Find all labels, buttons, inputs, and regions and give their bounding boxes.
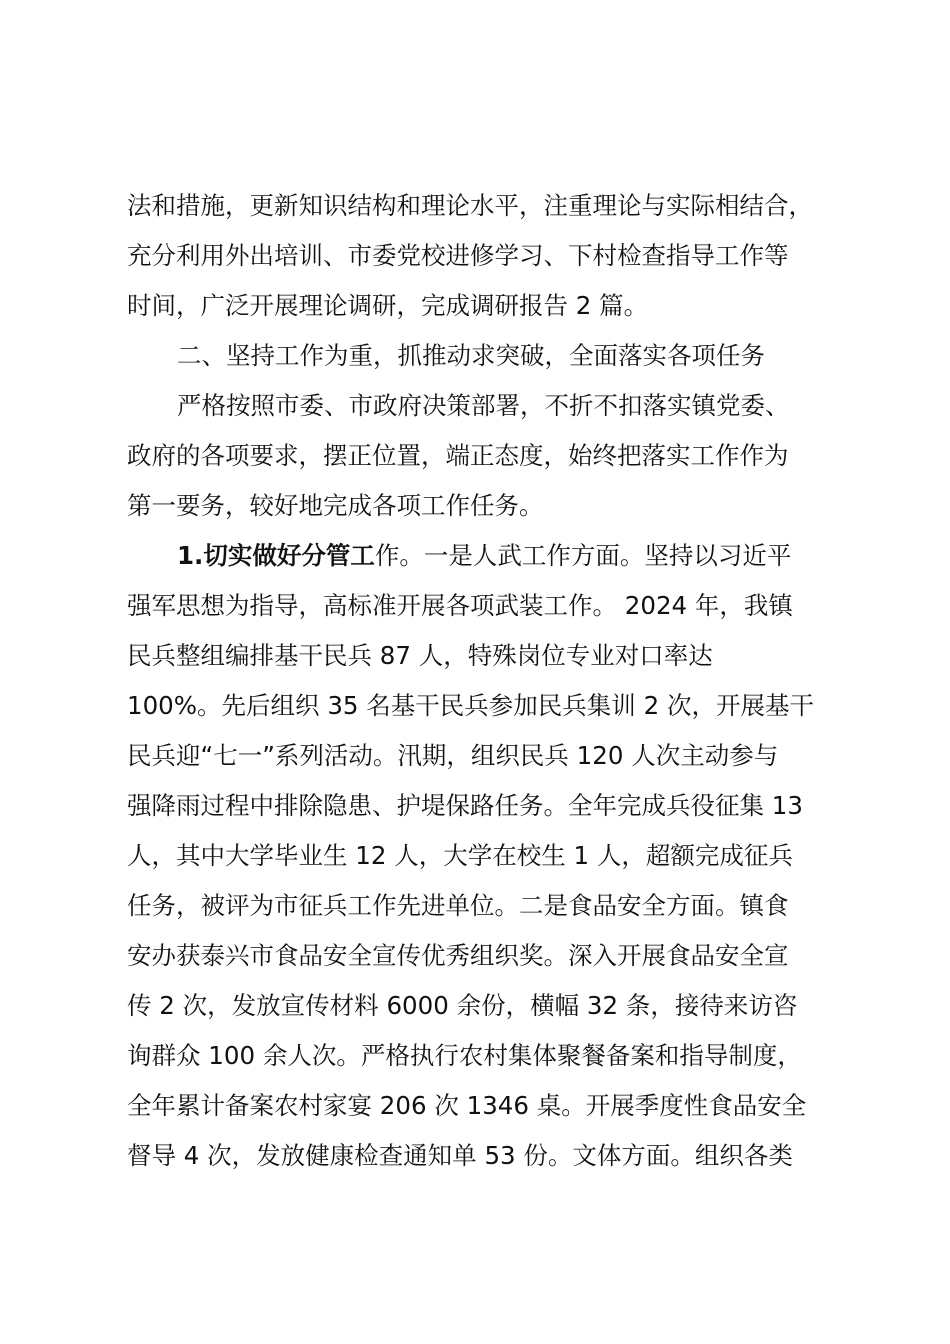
paragraph-line: 人，其中大学毕业生 12 人，大学在校生 1 人，超额完成征兵 xyxy=(127,841,793,870)
paragraph-line: 传 2 次，发放宣传材料 6000 余份，横幅 32 条，接待来访咨 xyxy=(127,991,798,1020)
paragraph-line: 严格按照市委、市政府决策部署，不折不扣落实镇党委、 xyxy=(177,391,790,420)
paragraph-line: 全年累计备案农村家宴 206 次 1346 桌。开展季度性食品安全 xyxy=(127,1091,807,1120)
paragraph-line: 强军思想为指导，高标准开展各项武装工作。 2024 年，我镇 xyxy=(127,591,793,620)
paragraph-line: 100%。先后组织 35 名基干民兵参加民兵集训 2 次，开展基干 xyxy=(127,691,814,720)
paragraph-line: 安办获泰兴市食品安全宣传优秀组织奖。深入开展食品安全宣 xyxy=(127,941,789,970)
paragraph-line: 询群众 100 余人次。严格执行农村集体聚餐备案和指导制度， xyxy=(127,1041,802,1070)
paragraph-line: 政府的各项要求，摆正位置，端正态度，始终把落实工作作为 xyxy=(127,441,789,470)
subsection-line xyxy=(177,531,837,581)
paragraph-line: 法和措施，更新知识结构和理论水平，注重理论与实际相结合， xyxy=(127,191,813,220)
paragraph-line: 任务，被评为市征兵工作先进单位。二是食品安全方面。镇食 xyxy=(127,891,789,920)
paragraph-line: 第一要务，较好地完成各项工作任务。 xyxy=(127,491,544,520)
subsection-title: 1.切实做好分管工 xyxy=(177,541,375,570)
paragraph-line: 督导 4 次，发放健康检查通知单 53 份。文体方面。组织各类 xyxy=(127,1141,793,1170)
paragraph-line: 强降雨过程中排除隐患、护堤保路任务。全年完成兵役征集 13 xyxy=(127,791,803,820)
subsection-text: 作。一是人武工作方面。坚持以习近平 xyxy=(374,541,792,570)
paragraph-line: 充分利用外出培训、市委党校进修学习、下村检查指导工作等 xyxy=(127,241,789,270)
paragraph-line: 民兵迎“七一”系列活动。汛期，组织民兵 120 人次主动参与 xyxy=(127,741,779,770)
paragraph-line: 时间，广泛开展理论调研，完成调研报告 2 篇。 xyxy=(127,291,649,320)
section-heading: 二、坚持工作为重，抓推动求突破，全面落实各项任务 xyxy=(177,341,765,370)
paragraph-line: 民兵整组编排基干民兵 87 人，特殊岗位专业对口率达 xyxy=(127,641,713,670)
